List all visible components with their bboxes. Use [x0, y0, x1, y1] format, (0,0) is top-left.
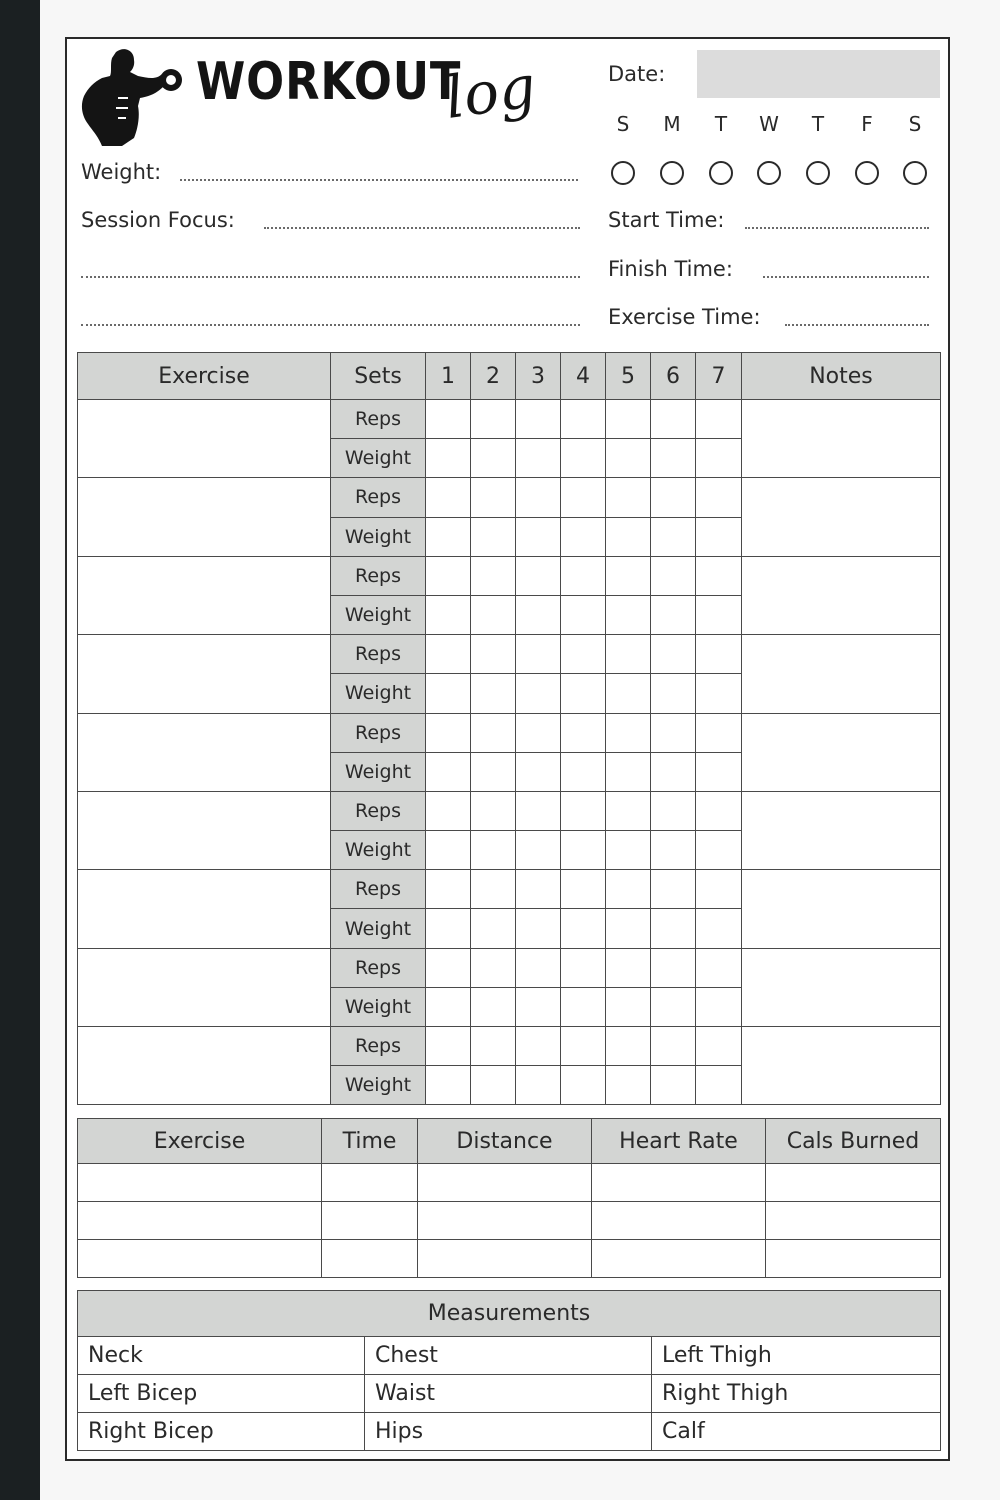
- set-entry-cell[interactable]: [651, 478, 696, 517]
- measurement-calf[interactable]: Calf: [652, 1413, 941, 1451]
- day-circle-wed[interactable]: [757, 161, 781, 185]
- set-entry-cell[interactable]: [516, 556, 561, 595]
- set-entry-cell[interactable]: [696, 517, 742, 556]
- set-entry-cell[interactable]: [651, 635, 696, 674]
- day-circle-mon[interactable]: [660, 161, 684, 185]
- set-entry-cell[interactable]: [606, 595, 651, 634]
- table-row: [78, 1240, 941, 1278]
- session-focus-line-2[interactable]: [81, 276, 580, 278]
- set-entry-cell[interactable]: [651, 595, 696, 634]
- reps-label: Reps: [331, 400, 426, 439]
- cardio-distance-header: Distance: [418, 1119, 592, 1164]
- set-entry-cell[interactable]: [696, 1027, 742, 1066]
- start-time-label: Start Time:: [608, 208, 725, 232]
- set-entry-cell[interactable]: [561, 713, 606, 752]
- day-letter-tue: T: [714, 112, 728, 136]
- reps-label: Reps: [331, 1027, 426, 1066]
- date-label: Date:: [608, 62, 666, 86]
- cardio-time-header: Time: [322, 1119, 418, 1164]
- weight-label-cell: Weight: [331, 595, 426, 634]
- set-entry-cell[interactable]: [516, 674, 561, 713]
- set-entry-cell[interactable]: [516, 635, 561, 674]
- cardio-entry-cell[interactable]: [766, 1164, 941, 1202]
- notes-cell[interactable]: [742, 400, 941, 478]
- cardio-heart-rate-header: Heart Rate: [592, 1119, 766, 1164]
- measurement-chest[interactable]: Chest: [365, 1337, 652, 1375]
- table-row: [78, 1202, 941, 1240]
- table-row: [78, 1027, 941, 1066]
- set-number-header: 3: [516, 353, 561, 400]
- notes-cell[interactable]: [742, 791, 941, 869]
- table-row: [78, 556, 941, 595]
- set-entry-cell[interactable]: [696, 752, 742, 791]
- set-entry-cell[interactable]: [696, 400, 742, 439]
- table-row: [78, 870, 941, 909]
- session-focus-label: Session Focus:: [81, 208, 235, 232]
- notes-header: Notes: [742, 353, 941, 400]
- set-entry-cell[interactable]: [696, 478, 742, 517]
- set-entry-cell[interactable]: [561, 517, 606, 556]
- set-entry-cell[interactable]: [606, 831, 651, 870]
- weight-label-cell: Weight: [331, 831, 426, 870]
- set-entry-cell[interactable]: [516, 1027, 561, 1066]
- date-field[interactable]: [697, 50, 940, 98]
- reps-label: Reps: [331, 556, 426, 595]
- set-entry-cell[interactable]: [606, 400, 651, 439]
- set-entry-cell[interactable]: [696, 556, 742, 595]
- set-entry-cell[interactable]: [606, 439, 651, 478]
- set-entry-cell[interactable]: [696, 674, 742, 713]
- notes-cell[interactable]: [742, 948, 941, 1026]
- set-entry-cell[interactable]: [471, 1066, 516, 1105]
- cardio-log-table: [77, 1118, 941, 1278]
- set-entry-cell[interactable]: [516, 987, 561, 1026]
- set-entry-cell[interactable]: [516, 948, 561, 987]
- measurements-title: Measurements: [78, 1291, 941, 1337]
- logo-wordmark: WORKOUT: [196, 52, 462, 112]
- set-entry-cell[interactable]: [606, 635, 651, 674]
- set-entry-cell[interactable]: [426, 595, 471, 634]
- set-number-header: 2: [471, 353, 516, 400]
- set-entry-cell[interactable]: [516, 439, 561, 478]
- set-entry-cell[interactable]: [606, 1066, 651, 1105]
- set-entry-cell[interactable]: [651, 517, 696, 556]
- weight-label-cell: Weight: [331, 752, 426, 791]
- cardio-entry-cell[interactable]: [592, 1240, 766, 1278]
- set-entry-cell[interactable]: [651, 987, 696, 1026]
- set-entry-cell[interactable]: [471, 831, 516, 870]
- sets-header: Sets: [331, 353, 426, 400]
- table-row: [78, 1164, 941, 1202]
- finish-time-field[interactable]: [763, 276, 929, 278]
- set-entry-cell[interactable]: [561, 595, 606, 634]
- book-spine: [0, 0, 40, 1500]
- set-entry-cell[interactable]: [606, 948, 651, 987]
- set-entry-cell[interactable]: [516, 595, 561, 634]
- set-entry-cell[interactable]: [561, 987, 606, 1026]
- day-letter-sat: S: [908, 112, 922, 136]
- set-entry-cell[interactable]: [606, 987, 651, 1026]
- table-row: [78, 635, 941, 674]
- cardio-entry-cell[interactable]: [78, 1202, 322, 1240]
- set-entry-cell[interactable]: [426, 870, 471, 909]
- set-entry-cell[interactable]: [516, 713, 561, 752]
- cardio-entry-cell[interactable]: [322, 1164, 418, 1202]
- set-entry-cell[interactable]: [561, 752, 606, 791]
- cardio-entry-cell[interactable]: [766, 1240, 941, 1278]
- set-entry-cell[interactable]: [561, 870, 606, 909]
- set-entry-cell[interactable]: [696, 909, 742, 948]
- set-entry-cell[interactable]: [426, 909, 471, 948]
- set-entry-cell[interactable]: [426, 635, 471, 674]
- set-number-header: 4: [561, 353, 606, 400]
- reps-label: Reps: [331, 948, 426, 987]
- session-focus-line-3[interactable]: [81, 324, 580, 326]
- measurement-hips[interactable]: Hips: [365, 1413, 652, 1451]
- set-entry-cell[interactable]: [606, 713, 651, 752]
- set-entry-cell[interactable]: [471, 517, 516, 556]
- set-entry-cell[interactable]: [606, 674, 651, 713]
- weight-label-cell: Weight: [331, 517, 426, 556]
- day-circle-fri[interactable]: [855, 161, 879, 185]
- set-entry-cell[interactable]: [696, 948, 742, 987]
- cardio-cals-burned-header: Cals Burned: [766, 1119, 941, 1164]
- measurement-right-bicep[interactable]: Right Bicep: [78, 1413, 365, 1451]
- set-entry-cell[interactable]: [426, 987, 471, 1026]
- reps-label: Reps: [331, 478, 426, 517]
- weight-label-cell: Weight: [331, 909, 426, 948]
- session-focus-field[interactable]: [264, 227, 580, 229]
- set-entry-cell[interactable]: [426, 1027, 471, 1066]
- strength-log-table: [77, 352, 941, 1105]
- set-entry-cell[interactable]: [561, 1027, 606, 1066]
- set-entry-cell[interactable]: [471, 635, 516, 674]
- set-entry-cell[interactable]: [471, 400, 516, 439]
- notes-cell[interactable]: [742, 556, 941, 634]
- day-letter-mon: M: [663, 112, 681, 136]
- set-entry-cell[interactable]: [651, 831, 696, 870]
- set-entry-cell[interactable]: [471, 556, 516, 595]
- set-entry-cell[interactable]: [561, 439, 606, 478]
- set-entry-cell[interactable]: [426, 556, 471, 595]
- set-entry-cell[interactable]: [516, 870, 561, 909]
- day-letter-thu: T: [811, 112, 825, 136]
- set-entry-cell[interactable]: [651, 713, 696, 752]
- measurement-waist[interactable]: Waist: [365, 1375, 652, 1413]
- table-row: [78, 478, 941, 517]
- day-circle-sun[interactable]: [611, 161, 635, 185]
- set-entry-cell[interactable]: [471, 674, 516, 713]
- exercise-name-cell[interactable]: [78, 1027, 331, 1105]
- set-entry-cell[interactable]: [696, 713, 742, 752]
- set-entry-cell[interactable]: [426, 831, 471, 870]
- cardio-entry-cell[interactable]: [418, 1164, 592, 1202]
- reps-label: Reps: [331, 713, 426, 752]
- set-entry-cell[interactable]: [651, 870, 696, 909]
- notes-cell[interactable]: [742, 870, 941, 948]
- day-letter-sun: S: [616, 112, 630, 136]
- reps-label: Reps: [331, 791, 426, 830]
- set-entry-cell[interactable]: [561, 400, 606, 439]
- notes-cell[interactable]: [742, 713, 941, 791]
- set-number-header: 1: [426, 353, 471, 400]
- cardio-exercise-header: Exercise: [78, 1119, 322, 1164]
- set-entry-cell[interactable]: [426, 478, 471, 517]
- exercise-name-cell[interactable]: [78, 948, 331, 1026]
- set-entry-cell[interactable]: [651, 439, 696, 478]
- set-entry-cell[interactable]: [516, 517, 561, 556]
- set-entry-cell[interactable]: [651, 909, 696, 948]
- set-entry-cell[interactable]: [471, 791, 516, 830]
- set-entry-cell[interactable]: [606, 556, 651, 595]
- set-entry-cell[interactable]: [651, 400, 696, 439]
- table-row: [78, 713, 941, 752]
- measurements-table: [77, 1290, 941, 1451]
- weight-label-cell: Weight: [331, 439, 426, 478]
- measurement-left-thigh[interactable]: Left Thigh: [652, 1337, 941, 1375]
- set-entry-cell[interactable]: [561, 831, 606, 870]
- set-entry-cell[interactable]: [561, 674, 606, 713]
- cardio-entry-cell[interactable]: [766, 1202, 941, 1240]
- weight-label-cell: Weight: [331, 987, 426, 1026]
- set-entry-cell[interactable]: [471, 870, 516, 909]
- reps-label: Reps: [331, 635, 426, 674]
- day-circle-thu[interactable]: [806, 161, 830, 185]
- set-entry-cell[interactable]: [426, 948, 471, 987]
- set-entry-cell[interactable]: [516, 1066, 561, 1105]
- set-entry-cell[interactable]: [471, 595, 516, 634]
- set-entry-cell[interactable]: [561, 948, 606, 987]
- notes-cell[interactable]: [742, 1027, 941, 1105]
- set-entry-cell[interactable]: [516, 752, 561, 791]
- set-entry-cell[interactable]: [606, 752, 651, 791]
- set-entry-cell[interactable]: [516, 400, 561, 439]
- set-entry-cell[interactable]: [696, 1066, 742, 1105]
- cardio-entry-cell[interactable]: [78, 1240, 322, 1278]
- table-row: [78, 948, 941, 987]
- set-entry-cell[interactable]: [606, 1027, 651, 1066]
- set-entry-cell[interactable]: [696, 635, 742, 674]
- set-entry-cell[interactable]: [651, 791, 696, 830]
- table-row: [78, 791, 941, 830]
- exercise-name-cell[interactable]: [78, 635, 331, 713]
- exercise-name-cell[interactable]: [78, 556, 331, 634]
- set-entry-cell[interactable]: [696, 870, 742, 909]
- set-entry-cell[interactable]: [561, 635, 606, 674]
- notes-cell[interactable]: [742, 635, 941, 713]
- measurement-right-thigh[interactable]: Right Thigh: [652, 1375, 941, 1413]
- set-entry-cell[interactable]: [426, 791, 471, 830]
- measurement-neck[interactable]: Neck: [78, 1337, 365, 1375]
- bodybuilder-dumbbell-icon: [78, 46, 188, 150]
- set-entry-cell[interactable]: [471, 478, 516, 517]
- exercise-name-cell[interactable]: [78, 870, 331, 948]
- set-entry-cell[interactable]: [561, 791, 606, 830]
- set-entry-cell[interactable]: [696, 439, 742, 478]
- cardio-entry-cell[interactable]: [322, 1202, 418, 1240]
- set-entry-cell[interactable]: [651, 1066, 696, 1105]
- set-entry-cell[interactable]: [651, 752, 696, 791]
- set-entry-cell[interactable]: [471, 713, 516, 752]
- set-entry-cell[interactable]: [696, 831, 742, 870]
- weight-label-cell: Weight: [331, 674, 426, 713]
- exercise-header: Exercise: [78, 353, 331, 400]
- set-number-header: 7: [696, 353, 742, 400]
- set-entry-cell[interactable]: [561, 478, 606, 517]
- exercise-time-field[interactable]: [785, 324, 929, 326]
- logo-script-text: log: [440, 52, 540, 132]
- set-entry-cell[interactable]: [426, 517, 471, 556]
- set-entry-cell[interactable]: [561, 1066, 606, 1105]
- set-entry-cell[interactable]: [606, 478, 651, 517]
- exercise-name-cell[interactable]: [78, 791, 331, 869]
- start-time-field[interactable]: [745, 227, 929, 229]
- set-entry-cell[interactable]: [426, 674, 471, 713]
- measurement-left-bicep[interactable]: Left Bicep: [78, 1375, 365, 1413]
- set-entry-cell[interactable]: [426, 1066, 471, 1105]
- set-entry-cell[interactable]: [426, 400, 471, 439]
- set-entry-cell[interactable]: [471, 987, 516, 1026]
- set-entry-cell[interactable]: [651, 948, 696, 987]
- exercise-time-label: Exercise Time:: [608, 305, 761, 329]
- set-entry-cell[interactable]: [426, 752, 471, 791]
- set-entry-cell[interactable]: [516, 791, 561, 830]
- set-entry-cell[interactable]: [426, 439, 471, 478]
- cardio-entry-cell[interactable]: [418, 1202, 592, 1240]
- set-entry-cell[interactable]: [471, 752, 516, 791]
- weight-label-cell: Weight: [331, 1066, 426, 1105]
- set-number-header: 5: [606, 353, 651, 400]
- exercise-name-cell[interactable]: [78, 478, 331, 556]
- exercise-name-cell[interactable]: [78, 713, 331, 791]
- day-circle-sat[interactable]: [903, 161, 927, 185]
- set-entry-cell[interactable]: [696, 791, 742, 830]
- set-entry-cell[interactable]: [696, 987, 742, 1026]
- set-entry-cell[interactable]: [651, 556, 696, 595]
- weight-label: Weight:: [81, 160, 162, 184]
- set-entry-cell[interactable]: [606, 517, 651, 556]
- notes-cell[interactable]: [742, 478, 941, 556]
- set-entry-cell[interactable]: [471, 1027, 516, 1066]
- day-circle-tue[interactable]: [709, 161, 733, 185]
- set-entry-cell[interactable]: [516, 831, 561, 870]
- set-entry-cell[interactable]: [516, 909, 561, 948]
- cardio-entry-cell[interactable]: [418, 1240, 592, 1278]
- finish-time-label: Finish Time:: [608, 257, 733, 281]
- table-row: [78, 400, 941, 439]
- cardio-entry-cell[interactable]: [592, 1164, 766, 1202]
- set-entry-cell[interactable]: [426, 713, 471, 752]
- cardio-entry-cell[interactable]: [78, 1164, 322, 1202]
- set-entry-cell[interactable]: [516, 478, 561, 517]
- cardio-entry-cell[interactable]: [322, 1240, 418, 1278]
- set-entry-cell[interactable]: [561, 909, 606, 948]
- set-entry-cell[interactable]: [606, 909, 651, 948]
- set-entry-cell[interactable]: [651, 674, 696, 713]
- set-entry-cell[interactable]: [471, 909, 516, 948]
- weight-field[interactable]: [180, 179, 578, 181]
- cardio-entry-cell[interactable]: [592, 1202, 766, 1240]
- reps-label: Reps: [331, 870, 426, 909]
- set-entry-cell[interactable]: [471, 948, 516, 987]
- set-entry-cell[interactable]: [471, 439, 516, 478]
- set-entry-cell[interactable]: [561, 556, 606, 595]
- day-letter-wed: W: [759, 112, 779, 136]
- set-entry-cell[interactable]: [651, 1027, 696, 1066]
- set-number-header: 6: [651, 353, 696, 400]
- exercise-name-cell[interactable]: [78, 400, 331, 478]
- set-entry-cell[interactable]: [696, 595, 742, 634]
- set-entry-cell[interactable]: [606, 870, 651, 909]
- day-letter-fri: F: [861, 112, 873, 136]
- set-entry-cell[interactable]: [606, 791, 651, 830]
